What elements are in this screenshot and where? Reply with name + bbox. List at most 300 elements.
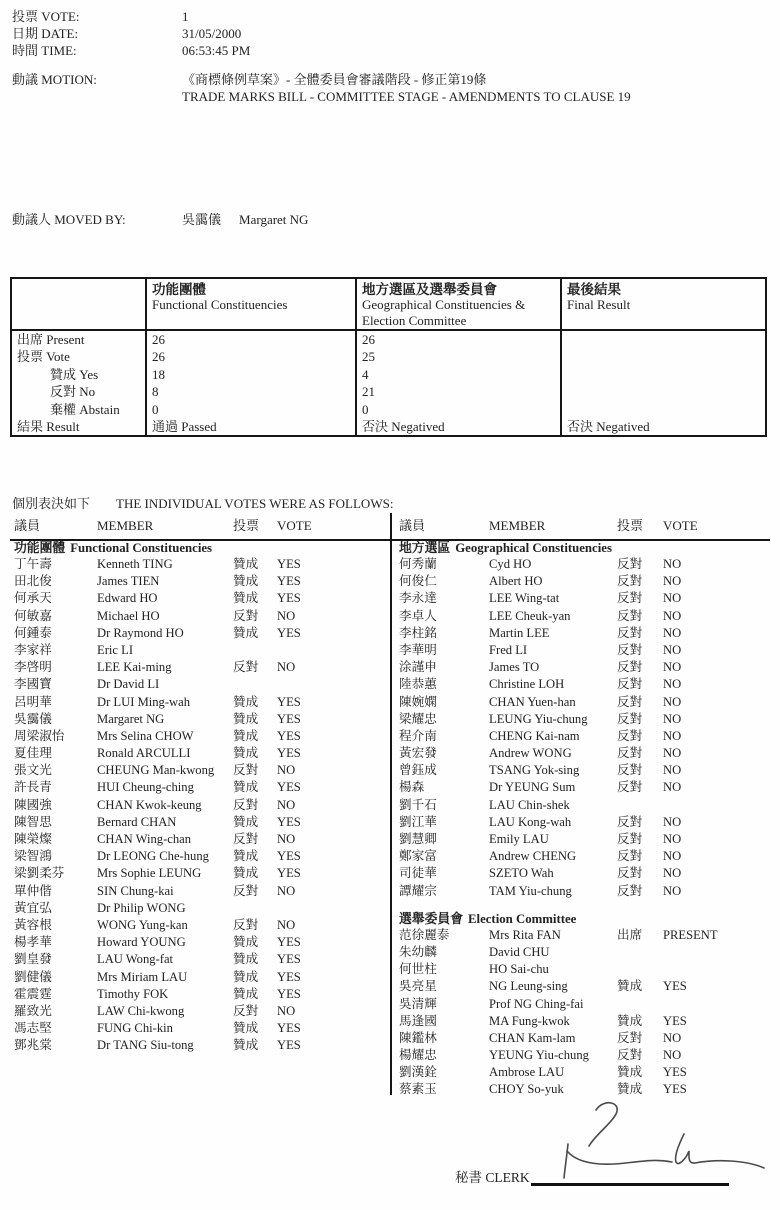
- member-name-zh: 譚耀宗: [399, 883, 437, 898]
- member-vote-zh: [233, 642, 277, 659]
- member-row: [14, 676, 390, 693]
- member-vote-zh: 反對: [233, 1003, 259, 1018]
- member-vote-en: YES: [277, 935, 301, 950]
- member-row: [14, 865, 390, 882]
- vote-number-label: 投票 VOTE:: [12, 9, 80, 24]
- member-name-zh: 范徐麗泰: [399, 927, 450, 942]
- member-vote-en: NO: [663, 746, 682, 761]
- meta-block: [12, 8, 250, 59]
- member-name-zh: 何俊仁: [399, 574, 437, 589]
- votes-header-right: [399, 517, 770, 541]
- member-name-en: David CHU: [489, 944, 550, 959]
- member-name-zh: 周梁淑怡: [14, 728, 65, 743]
- member-row: [399, 1047, 770, 1064]
- member-vote-zh: 贊成: [233, 849, 259, 864]
- member-en-header: MEMBER: [97, 518, 154, 533]
- member-row: [399, 996, 770, 1013]
- member-name-zh: 陳婉嫻: [399, 694, 437, 709]
- member-name-zh: 單仲偕: [14, 883, 52, 898]
- member-vote-zh: 贊成: [233, 574, 259, 589]
- member-row: [399, 608, 770, 625]
- member-name-en: Dr Philip WONG: [97, 900, 186, 915]
- summary-header-final-zh: 最後結果: [567, 282, 621, 297]
- member-name-en: Albert HO: [489, 574, 543, 589]
- member-vote-zh: 贊成: [617, 1013, 643, 1028]
- summary-row-final-value: [560, 366, 765, 383]
- member-vote-en: [663, 944, 770, 961]
- member-zh-header: 議員: [399, 518, 426, 533]
- member-name-zh: 吳亮星: [399, 979, 437, 994]
- member-row: [399, 694, 770, 711]
- member-vote-en: NO: [663, 780, 682, 795]
- member-vote-zh: 贊成: [233, 711, 259, 726]
- member-name-zh: 李國寶: [14, 677, 52, 692]
- member-vote-en: YES: [663, 1082, 687, 1097]
- member-name-zh: 司徒華: [399, 866, 437, 881]
- member-vote-en: YES: [277, 711, 301, 726]
- member-vote-zh: 贊成: [233, 746, 259, 761]
- member-row: [399, 659, 770, 676]
- member-row: [14, 711, 390, 728]
- member-vote-en: NO: [663, 814, 682, 829]
- member-row: [14, 951, 390, 968]
- summary-row-gc-value: 21: [355, 383, 560, 400]
- member-row: [399, 927, 770, 944]
- member-row: [399, 831, 770, 848]
- member-name-zh: 羅致光: [14, 1003, 52, 1018]
- member-name-en: LAW Chi-kwong: [97, 1003, 185, 1018]
- member-name-zh: 何敏嘉: [14, 608, 52, 623]
- member-name-en: Dr LUI Ming-wah: [97, 694, 191, 709]
- member-vote-en: [663, 996, 770, 1013]
- member-vote-zh: 反對: [617, 832, 643, 846]
- member-vote-zh: [233, 900, 277, 917]
- section-title-zh: 地方選區: [399, 541, 451, 555]
- member-vote-en: NO: [663, 608, 682, 623]
- member-name-zh: 梁智鴻: [14, 849, 52, 864]
- member-name-zh: 李啓明: [14, 660, 52, 675]
- member-name-zh: 梁劉柔芬: [14, 866, 65, 881]
- member-vote-zh: 反對: [617, 608, 643, 623]
- member-name-en: CHEUNG Man-kwong: [97, 763, 215, 778]
- motion-text-zh: 《商標條例草案》- 全體委員會審議階段 - 修正第19條: [182, 72, 487, 87]
- member-vote-en: YES: [277, 694, 301, 709]
- member-vote-zh: 反對: [617, 849, 643, 864]
- member-vote-en: NO: [277, 660, 296, 675]
- member-vote-en: NO: [663, 557, 682, 571]
- member-name-en: Mrs Rita FAN: [489, 927, 561, 942]
- member-vote-zh: 贊成: [233, 625, 259, 640]
- member-name-zh: 田北俊: [14, 574, 52, 589]
- member-name-en: CHAN Yuen-han: [489, 694, 576, 709]
- summary-row-label: 贊成 Yes: [50, 366, 99, 382]
- member-name-zh: 楊孝華: [14, 935, 52, 950]
- summary-header-empty: [12, 279, 145, 329]
- member-name-zh: 吳清輝: [399, 996, 437, 1011]
- member-vote-en: YES: [277, 625, 301, 640]
- section-title-zh: 功能團體: [14, 541, 66, 555]
- member-name-en: LEE Wing-tat: [489, 591, 560, 606]
- votes-column-right: [399, 517, 770, 1099]
- member-row: [14, 934, 390, 951]
- member-vote-zh: [617, 996, 663, 1013]
- time-value: 06:53:45 PM: [182, 43, 251, 58]
- member-row: [399, 944, 770, 961]
- member-row: [399, 961, 770, 978]
- member-vote-zh: 反對: [617, 728, 643, 743]
- member-vote-en: NO: [663, 866, 682, 881]
- member-row: [399, 1013, 770, 1030]
- member-vote-en: YES: [277, 780, 301, 795]
- member-vote-zh: 反對: [233, 797, 259, 812]
- member-vote-zh: 反對: [617, 1030, 643, 1045]
- member-name-zh: 陳智思: [14, 814, 52, 829]
- member-name-en: LAU Wong-fat: [97, 952, 174, 967]
- member-vote-en: [277, 676, 390, 693]
- member-name-en: TAM Yiu-chung: [489, 883, 572, 898]
- member-row: [399, 978, 770, 995]
- member-vote-en: [663, 961, 770, 978]
- member-name-en: Kenneth TING: [97, 557, 173, 571]
- summary-row-present: [12, 331, 765, 348]
- summary-row-final-value: [560, 383, 765, 400]
- summary-row-label: 棄權 Abstain: [50, 401, 120, 417]
- member-name-zh: 許長青: [14, 780, 52, 795]
- member-vote-en: NO: [277, 883, 296, 898]
- summary-header-functional-en: Functional Constituencies: [152, 297, 288, 312]
- vote-zh-header: 投票: [617, 518, 644, 533]
- member-name-zh: 鄧兆棠: [14, 1038, 52, 1053]
- member-name-zh: 劉皇發: [14, 952, 52, 967]
- member-vote-zh: 贊成: [233, 1038, 259, 1053]
- member-row: [399, 865, 770, 882]
- member-name-en: Andrew CHENG: [489, 849, 577, 864]
- member-vote-zh: 贊成: [233, 935, 259, 950]
- member-name-zh: 張文光: [14, 763, 52, 778]
- member-vote-zh: [617, 961, 663, 978]
- member-vote-en: NO: [277, 763, 296, 778]
- member-name-zh: 黃宏發: [399, 746, 437, 761]
- section-title-en: Functional Constituencies: [70, 541, 213, 555]
- section-title-en: Geographical Constituencies: [455, 541, 612, 555]
- date-value: 31/05/2000: [182, 26, 242, 41]
- member-row: [399, 625, 770, 642]
- member-vote-zh: 反對: [617, 711, 643, 726]
- member-row: [399, 711, 770, 728]
- summary-row-gc-value: 4: [355, 366, 560, 383]
- member-vote-en: NO: [663, 677, 682, 692]
- member-row: [14, 625, 390, 642]
- member-name-en: LEE Cheuk-yan: [489, 608, 571, 623]
- member-vote-zh: 贊成: [233, 814, 259, 829]
- member-vote-en: NO: [663, 625, 682, 640]
- member-name-zh: 蔡素玉: [399, 1082, 437, 1097]
- member-name-zh: 陳國強: [14, 797, 52, 812]
- summary-row-label: 出席 Present: [17, 332, 85, 347]
- clerk-signature: [488, 1096, 780, 1196]
- member-vote-zh: 贊成: [233, 866, 259, 881]
- member-name-en: Mrs Miriam LAU: [97, 969, 188, 984]
- member-vote-en: NO: [663, 660, 682, 675]
- member-vote-en: NO: [663, 642, 682, 657]
- member-name-en: Prof NG Ching-fai: [489, 996, 584, 1011]
- member-name-zh: 馮志堅: [14, 1021, 52, 1036]
- member-name-en: SIN Chung-kai: [97, 883, 174, 898]
- member-vote-en: YES: [663, 979, 687, 994]
- individual-votes-intro: [12, 493, 393, 512]
- member-vote-en: [277, 900, 390, 917]
- member-row: [14, 814, 390, 831]
- member-vote-en: NO: [663, 1030, 682, 1045]
- member-name-en: Edward HO: [97, 591, 158, 606]
- summary-header-geographical-zh: 地方選區及選舉委員會: [362, 282, 497, 297]
- member-name-en: Margaret NG: [97, 711, 165, 726]
- member-vote-zh: [233, 676, 277, 693]
- summary-row-abstain: [12, 401, 765, 418]
- summary-row-final-value: 否決 Negatived: [560, 418, 765, 435]
- member-vote-zh: 反對: [617, 591, 643, 606]
- date-row: [12, 25, 250, 42]
- member-name-en: James TIEN: [97, 574, 160, 589]
- member-vote-en: YES: [277, 591, 301, 606]
- member-vote-en: NO: [277, 917, 296, 932]
- member-name-en: Mrs Sophie LEUNG: [97, 866, 202, 881]
- summary-header-final-en: Final Result: [567, 297, 631, 312]
- member-row: [399, 590, 770, 607]
- time-label: 時間 TIME:: [12, 43, 77, 58]
- member-vote-zh: 贊成: [617, 979, 643, 994]
- member-name-zh: 呂明華: [14, 694, 52, 709]
- member-name-zh: 楊森: [399, 780, 425, 795]
- member-name-en: LEUNG Yiu-chung: [489, 711, 588, 726]
- summary-row-gc-value: 25: [355, 348, 560, 365]
- member-row: [399, 573, 770, 590]
- motion-label: 動議 MOTION:: [12, 72, 97, 87]
- member-name-en: Mrs Selina CHOW: [97, 728, 194, 743]
- member-row: [14, 848, 390, 865]
- member-vote-en: YES: [277, 728, 301, 743]
- member-row: [14, 779, 390, 796]
- member-vote-zh: 反對: [233, 763, 259, 778]
- member-name-en: CHAN Kwok-keung: [97, 797, 202, 812]
- member-name-zh: 梁耀忠: [399, 711, 437, 726]
- member-row: [14, 728, 390, 745]
- member-name-en: Dr YEUNG Sum: [489, 780, 576, 795]
- member-vote-en: NO: [277, 1003, 296, 1018]
- member-name-en: Timothy FOK: [97, 986, 169, 1001]
- member-name-en: CHENG Kai-nam: [489, 728, 580, 743]
- member-vote-zh: [617, 797, 663, 814]
- member-name-en: Ambrose LAU: [489, 1065, 565, 1080]
- member-name-zh: 吳靄儀: [14, 711, 52, 726]
- member-name-en: Bernard CHAN: [97, 814, 177, 829]
- member-name-en: CHOY So-yuk: [489, 1082, 564, 1097]
- member-row: [399, 883, 770, 900]
- member-name-zh: 劉漢銓: [399, 1065, 437, 1080]
- member-vote-en: NO: [663, 832, 682, 846]
- member-vote-zh: 贊成: [233, 969, 259, 984]
- member-vote-en: PRESENT: [663, 927, 718, 942]
- member-name-en: LAU Kong-wah: [489, 814, 572, 829]
- clerk-label: 秘書 CLERK: [455, 1170, 530, 1185]
- moved-by-name-en: Margaret NG: [239, 212, 309, 227]
- member-vote-en: NO: [663, 1048, 682, 1063]
- member-vote-zh: 反對: [617, 677, 643, 692]
- member-vote-zh: 反對: [233, 917, 259, 932]
- member-row: [399, 556, 770, 573]
- member-name-en: Emily LAU: [489, 832, 549, 846]
- member-row: [14, 608, 390, 625]
- member-row: [14, 1003, 390, 1020]
- member-vote-zh: 贊成: [233, 780, 259, 795]
- vote-number-row: [12, 8, 250, 25]
- member-vote-en: NO: [277, 797, 296, 812]
- member-vote-en: [663, 797, 770, 814]
- member-vote-zh: 贊成: [617, 1065, 643, 1080]
- member-vote-zh: 出席: [617, 927, 643, 942]
- member-name-zh: 丁午壽: [14, 557, 52, 571]
- member-name-zh: 朱幼麟: [399, 944, 437, 959]
- member-name-en: LEE Kai-ming: [97, 660, 172, 675]
- member-row: [14, 900, 390, 917]
- vote-en-header: VOTE: [277, 518, 312, 533]
- motion-block: [12, 71, 631, 105]
- member-vote-en: NO: [663, 694, 682, 709]
- member-vote-zh: 反對: [617, 866, 643, 881]
- member-name-zh: 霍震霆: [14, 986, 52, 1001]
- motion-text-en: TRADE MARKS BILL - COMMITTEE STAGE - AMENDMENTS TO CLAUSE 19: [182, 89, 631, 104]
- member-vote-zh: 贊成: [233, 557, 259, 571]
- member-name-en: Dr David LI: [97, 677, 160, 692]
- member-vote-zh: 反對: [617, 694, 643, 709]
- section-title: [399, 912, 770, 927]
- member-vote-zh: 贊成: [233, 986, 259, 1001]
- member-name-en: WONG Yung-kan: [97, 917, 188, 932]
- member-name-en: Christine LOH: [489, 677, 565, 692]
- member-vote-zh: 反對: [617, 883, 643, 898]
- member-name-en: CHAN Wing-chan: [97, 832, 192, 846]
- member-row: [14, 986, 390, 1003]
- vote-en-header: VOTE: [663, 518, 698, 533]
- summary-header-functional: [145, 279, 355, 329]
- vote-number-value: 1: [182, 9, 189, 24]
- member-name-en: CHAN Kam-lam: [489, 1030, 576, 1045]
- member-vote-zh: 贊成: [233, 591, 259, 606]
- member-name-zh: 程介南: [399, 728, 437, 743]
- section-title: [399, 541, 770, 556]
- summary-header-final: [560, 279, 765, 329]
- member-row: [399, 745, 770, 762]
- member-row: [14, 659, 390, 676]
- summary-row-gc-value: 26: [355, 331, 560, 348]
- member-row: [14, 1037, 390, 1054]
- member-name-en: TSANG Yok-sing: [489, 763, 580, 778]
- member-name-zh: 何秀蘭: [399, 557, 437, 571]
- summary-row-fc-value: 26: [145, 348, 355, 365]
- member-name-en: SZETO Wah: [489, 866, 554, 881]
- member-vote-zh: 反對: [233, 832, 259, 846]
- member-name-zh: 李家祥: [14, 642, 52, 657]
- summary-row-final-value: [560, 401, 765, 418]
- member-row: [399, 1064, 770, 1081]
- member-vote-zh: 反對: [617, 780, 643, 795]
- member-name-zh: 李柱銘: [399, 625, 437, 640]
- member-vote-en: NO: [663, 574, 682, 589]
- member-name-zh: 黃容根: [14, 917, 52, 932]
- member-name-zh: 陸恭蕙: [399, 677, 437, 692]
- date-label: 日期 DATE:: [12, 26, 79, 41]
- member-name-zh: 何世柱: [399, 962, 437, 977]
- member-vote-en: YES: [277, 574, 301, 589]
- member-name-zh: 何承天: [14, 591, 52, 606]
- member-row: [14, 642, 390, 659]
- section-title-en: Election Committee: [467, 911, 577, 926]
- member-row: [399, 642, 770, 659]
- member-name-zh: 李華明: [399, 642, 437, 657]
- member-name-zh: 李永達: [399, 591, 437, 606]
- member-name-zh: 何鍾泰: [14, 625, 52, 640]
- member-vote-en: YES: [277, 969, 301, 984]
- member-name-en: Dr TANG Siu-tong: [97, 1038, 194, 1053]
- vote-zh-header: 投票: [233, 518, 260, 533]
- member-vote-zh: 反對: [233, 883, 259, 898]
- summary-row-fc-value: 8: [145, 383, 355, 400]
- member-vote-en: NO: [663, 883, 682, 898]
- member-name-en: Howard YOUNG: [97, 935, 186, 950]
- member-name-en: MA Fung-kwok: [489, 1013, 570, 1028]
- member-en-header: MEMBER: [489, 518, 546, 533]
- member-row: [14, 831, 390, 848]
- member-name-zh: 劉健儀: [14, 969, 52, 984]
- member-vote-en: NO: [663, 849, 682, 864]
- member-vote-en: YES: [663, 1013, 687, 1028]
- summary-row-fc-value: 通過 Passed: [145, 418, 355, 435]
- member-vote-zh: 反對: [617, 814, 643, 829]
- member-row: [14, 694, 390, 711]
- summary-header-row: [12, 279, 765, 331]
- member-row: [399, 762, 770, 779]
- member-vote-en: YES: [277, 1021, 301, 1036]
- summary-row-fc-value: 18: [145, 366, 355, 383]
- individual-votes-intro-zh: 個別表決如下: [12, 496, 91, 511]
- member-row: [399, 728, 770, 745]
- member-vote-en: NO: [663, 763, 682, 778]
- member-vote-zh: 反對: [617, 625, 643, 640]
- summary-row-label: 反對 No: [50, 384, 96, 400]
- member-name-zh: 黃宜弘: [14, 900, 52, 915]
- member-name-zh: 馬逢國: [399, 1013, 437, 1028]
- member-name-en: Dr LEONG Che-hung: [97, 849, 209, 864]
- moved-by-block: [12, 209, 308, 228]
- summary-header-geographical: [355, 279, 560, 329]
- member-row: [14, 762, 390, 779]
- member-vote-en: NO: [663, 728, 682, 743]
- member-vote-zh: 反對: [617, 557, 643, 571]
- member-row: [399, 779, 770, 796]
- motion-text: [182, 71, 631, 105]
- member-name-en: Cyd HO: [489, 557, 532, 571]
- member-name-zh: 楊耀忠: [399, 1048, 437, 1063]
- member-name-zh: 劉慧卿: [399, 832, 437, 846]
- section-title-zh: 選舉委員會: [399, 911, 463, 926]
- summary-header-functional-zh: 功能團體: [152, 282, 206, 297]
- member-name-en: Fred LI: [489, 642, 528, 657]
- left-sections: [14, 541, 390, 1054]
- member-vote-en: NO: [663, 711, 682, 726]
- member-name-zh: 涂謹申: [399, 660, 437, 675]
- member-vote-zh: 反對: [617, 746, 643, 761]
- section-title: [14, 541, 390, 556]
